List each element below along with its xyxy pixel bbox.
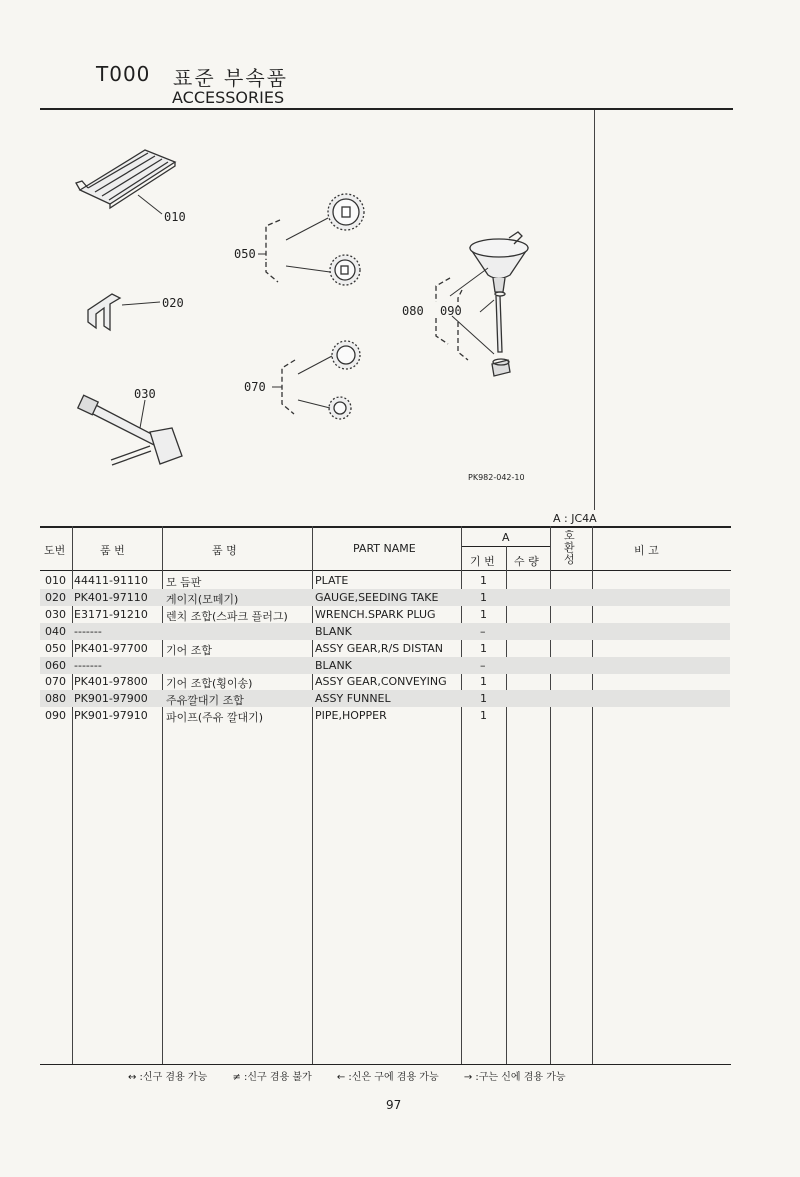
header-qty-base: 기 번 xyxy=(470,555,495,568)
table-row xyxy=(40,623,730,640)
row-no: 070 xyxy=(45,675,66,688)
row-no: 030 xyxy=(45,608,66,621)
row-part-no: 44411-91110 xyxy=(74,574,148,587)
header-interchange: 호 환 성 xyxy=(564,529,575,566)
gauge-part-drawing xyxy=(88,294,120,330)
callout-030: 030 xyxy=(134,387,156,401)
row-part-no: E3171-91210 xyxy=(74,608,148,621)
row-part-no: PK901-97900 xyxy=(74,692,148,705)
section-title-english: ACCESSORIES xyxy=(172,88,285,107)
row-name-ko: 파이프(주유 깔대기) xyxy=(166,711,264,724)
header-remarks: 비 고 xyxy=(634,544,659,557)
row-no: 080 xyxy=(45,692,66,705)
table-row xyxy=(40,657,730,674)
callout-010: 010 xyxy=(164,210,186,224)
table-row xyxy=(40,690,730,707)
header-qty-count: 수 량 xyxy=(514,555,539,568)
section-code: T000 xyxy=(96,62,151,86)
row-part-no: ------- xyxy=(74,659,102,672)
row-qty: 1 xyxy=(480,574,487,587)
row-no: 090 xyxy=(45,709,66,722)
row-name-ko: 렌치 조합(스파크 플러그) xyxy=(166,610,288,623)
row-qty: 1 xyxy=(480,642,487,655)
header-name-ko: 품 명 xyxy=(212,544,237,557)
row-part-no: PK401-97700 xyxy=(74,642,148,655)
row-part-no: PK401-97800 xyxy=(74,675,148,688)
table-row xyxy=(40,606,730,623)
table-row xyxy=(40,640,730,657)
row-part-name: PIPE,HOPPER xyxy=(315,709,387,722)
legend-both-ways: ↔ :신구 겸용 가능 xyxy=(128,1072,208,1083)
table-row xyxy=(40,572,730,589)
plate-part-drawing xyxy=(76,150,175,208)
row-qty: 1 xyxy=(480,692,487,705)
legend-new-fits-old: ← :신은 구에 겸용 가능 xyxy=(336,1072,439,1083)
row-part-name: PLATE xyxy=(315,574,349,587)
gear-assembly-050-drawing xyxy=(266,194,364,285)
row-part-no: ------- xyxy=(74,625,102,638)
table-bottom-rule xyxy=(40,1064,731,1065)
callout-050: 050 xyxy=(234,247,256,261)
table-row xyxy=(40,589,730,606)
table-row xyxy=(40,707,730,724)
row-part-name: ASSY GEAR,CONVEYING xyxy=(315,675,447,688)
row-name-ko: 기어 조합 xyxy=(166,644,213,657)
row-name-ko: 모 듬판 xyxy=(166,576,202,589)
drawing-id: PK982-042-10 xyxy=(468,473,525,482)
interchange-legend xyxy=(128,1068,588,1083)
legend-not-interchangeable: ≠ :신구 겸용 불가 xyxy=(232,1072,312,1083)
row-name-ko: 기어 조합(횡이송) xyxy=(166,677,253,690)
page-number: 97 xyxy=(386,1098,402,1112)
row-part-name: ASSY GEAR,R/S DISTAN xyxy=(315,642,443,655)
row-name-ko: 주유깔대기 조합 xyxy=(166,694,244,707)
gear-assembly-070-drawing xyxy=(282,341,360,419)
row-qty: 1 xyxy=(480,675,487,688)
table-top-rule xyxy=(40,526,731,528)
row-qty: 1 xyxy=(480,709,487,722)
legend-old-fits-new: → :구는 신에 겸용 가능 xyxy=(463,1072,566,1083)
table-row xyxy=(40,673,730,690)
row-part-name: ASSY FUNNEL xyxy=(315,692,391,705)
row-no: 040 xyxy=(45,625,66,638)
model-note: A : JC4A xyxy=(553,512,597,525)
header-part-name: PART NAME xyxy=(353,542,416,555)
section-title-korean: 표준 부속품 xyxy=(173,66,288,90)
header-part-no: 품 번 xyxy=(100,544,125,557)
row-name-ko: 게이지(모떼기) xyxy=(166,593,239,606)
table-header-rule xyxy=(40,570,731,571)
row-part-name: GAUGE,SEEDING TAKE xyxy=(315,591,439,604)
row-no: 060 xyxy=(45,659,66,672)
row-part-no: PK901-97910 xyxy=(74,709,148,722)
row-no: 050 xyxy=(45,642,66,655)
row-no: 020 xyxy=(45,591,66,604)
row-no: 010 xyxy=(45,574,66,587)
callout-070: 070 xyxy=(244,380,266,394)
row-part-name: BLANK xyxy=(315,625,352,638)
callout-090: 090 xyxy=(440,304,462,318)
header-group-a: A xyxy=(502,531,510,544)
row-part-name: BLANK xyxy=(315,659,352,672)
callout-080: 080 xyxy=(402,304,424,318)
row-part-no: PK401-97110 xyxy=(74,591,148,604)
row-qty: 1 xyxy=(480,608,487,621)
callout-020: 020 xyxy=(162,296,184,310)
row-qty: – xyxy=(480,659,486,672)
row-qty: 1 xyxy=(480,591,487,604)
row-qty: – xyxy=(480,625,486,638)
row-part-name: WRENCH.SPARK PLUG xyxy=(315,608,436,621)
wrench-part-drawing xyxy=(78,395,182,465)
header-no: 도번 xyxy=(44,544,66,557)
